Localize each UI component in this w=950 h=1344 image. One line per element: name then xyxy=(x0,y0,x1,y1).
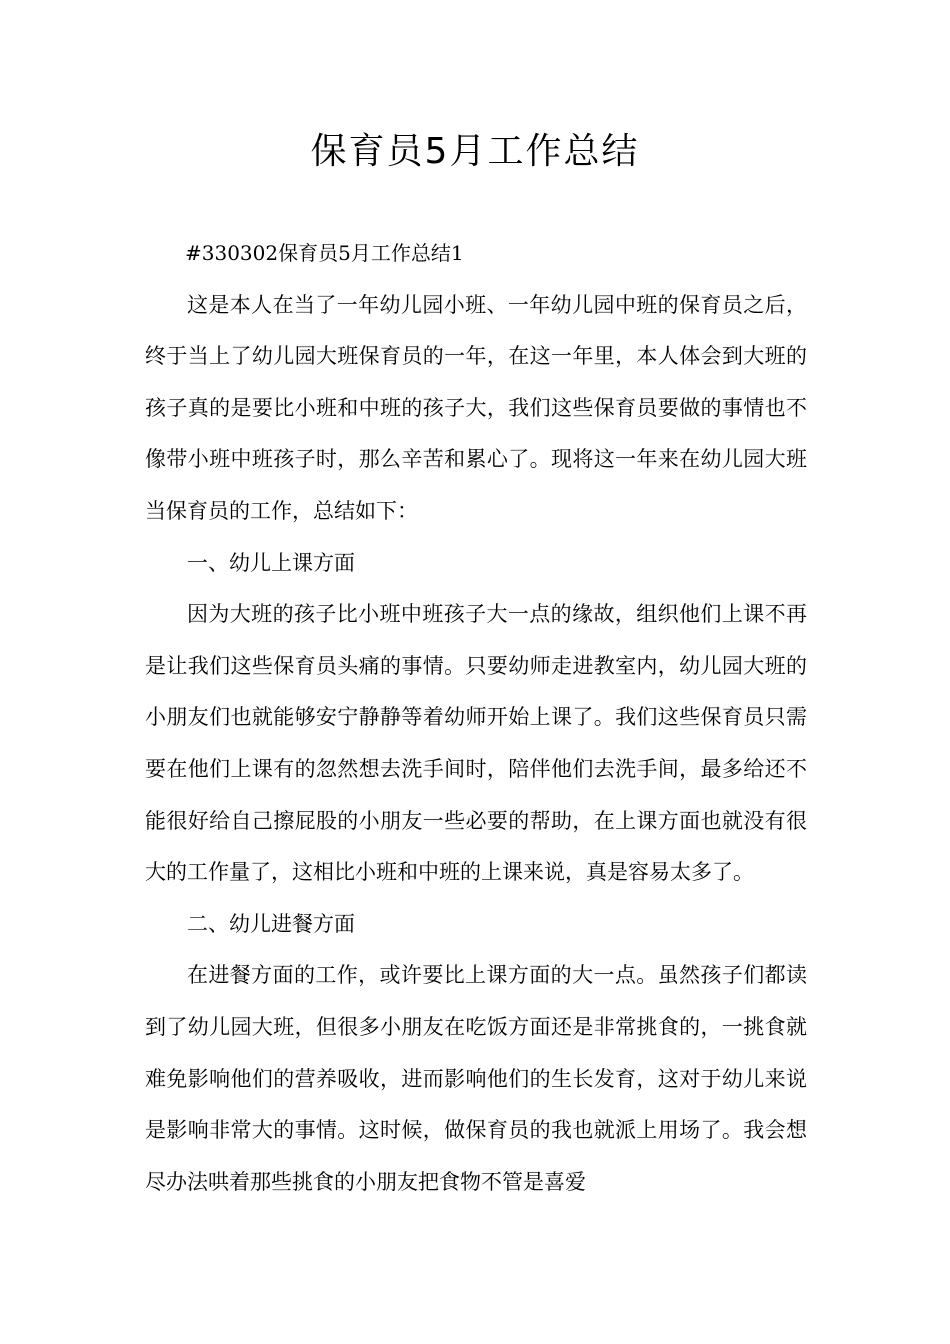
document-body xyxy=(145,228,807,1208)
meal-paragraph: 在进餐方面的工作，或许要比上课方面的大一点。虽然孩子们都读到了幼儿园大班，但很多小朋友在吃饭方面还是非常挑食的，一挑食就难免影响他们的营养吸收，进而影响他们的生长发育，这对于幼儿来说是影响非常大的事情。这时候，做保育员的我也就派上用场了。我会想尽办法哄着那些挑食的小朋友把食物不管是喜爱 xyxy=(145,963,807,1194)
section-heading-meal: 二、幼儿进餐方面 xyxy=(187,911,355,936)
class-paragraph: 因为大班的孩子比小班中班孩子大一点的缘故，组织他们上课不再是让我们这些保育员头痛的事情。只要幼师走进教室内，幼儿园大班的小朋友们也就能够安宁静静等着幼师开始上课了。我们这些保育员只需要在他们上课有的忽然想去洗手间时，陪伴他们去洗手间，最多给还不能很好给自己擦屁股的小朋友一些必要的帮助，在上课方面也就没有很大的工作量了，这相比小班和中班的上课来说，真是容易太多了。 xyxy=(145,602,807,885)
section-heading-class: 一、幼儿上课方面 xyxy=(187,550,355,575)
intro-paragraph: 这是本人在当了一年幼儿园小班、一年幼儿园中班的保育员之后，终于当上了幼儿园大班保育员的一年，在这一年里，本人体会到大班的孩子真的是要比小班和中班的孩子大，我们这些保育员要做的事情也不像带小班中班孩子时，那么辛苦和累心了。现将这一年来在幼儿园大班当保育员的工作，总结如下： xyxy=(145,292,807,523)
section-reference: #330302保育员5月工作总结1 xyxy=(185,241,464,265)
document-title: 保育员5月工作总结 xyxy=(310,131,640,172)
